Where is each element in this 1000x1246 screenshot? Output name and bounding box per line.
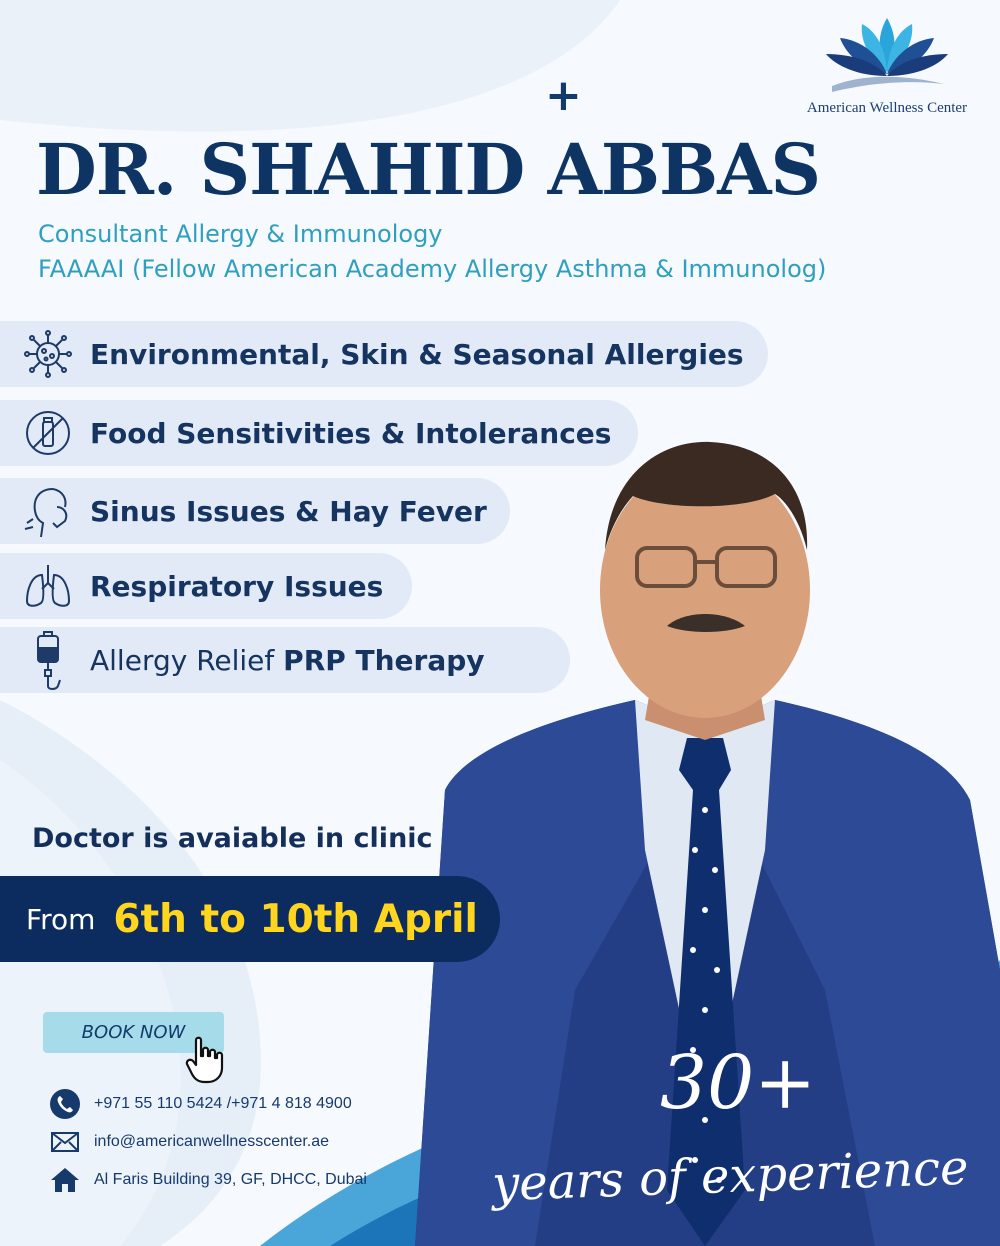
brand-name: American Wellness Center: [806, 100, 968, 116]
experience-number: 30+: [660, 1040, 817, 1126]
phone-number[interactable]: +971 55 110 5424 /+971 4 818 4900: [94, 1095, 352, 1112]
pointer-hand-icon: [184, 1036, 226, 1084]
envelope-icon: [48, 1127, 82, 1157]
service-label: Sinus Issues & Hay Fever: [90, 494, 487, 528]
brand-logo: [802, 10, 972, 117]
service-item: [0, 321, 768, 387]
address: Al Faris Building 39, GF, DHCC, Dubai: [94, 1171, 367, 1188]
doctor-name: DR. SHAHID ABBAS: [36, 128, 821, 211]
lotus-icon: [822, 10, 952, 100]
contact-phone: [48, 1089, 352, 1119]
doctor-credentials: FAAAAI (Fellow American Academy Allergy Asthma & Immunolog): [38, 255, 827, 283]
from-label: From: [26, 902, 96, 936]
service-label: Food Sensitivities & Intolerances: [90, 416, 612, 450]
contact-address: [48, 1165, 367, 1195]
lungs-icon: [16, 556, 80, 616]
availability-text: Doctor is avaiable in clinic: [32, 823, 433, 854]
book-now-button[interactable]: BOOK NOW: [43, 1012, 224, 1053]
service-label: Environmental, Skin & Seasonal Allergies: [90, 337, 744, 371]
date-banner: [0, 876, 500, 962]
phone-icon: [48, 1089, 82, 1119]
plus-symbol: +: [545, 70, 582, 121]
service-item: [0, 553, 412, 619]
service-label: [90, 644, 485, 677]
service-item: [0, 478, 510, 544]
virus-icon: [16, 324, 80, 384]
email-address[interactable]: info@americanwellnesscenter.ae: [94, 1133, 330, 1150]
experience-text: years of experience: [491, 1139, 970, 1213]
contact-email: [48, 1127, 329, 1157]
service-item: [0, 627, 570, 693]
service-label-regular: Allergy Relief: [90, 643, 284, 677]
service-label-bold: PRP Therapy: [283, 643, 485, 677]
date-range: 6th to 10th April: [113, 896, 478, 942]
service-item: [0, 400, 638, 466]
doctor-title: Consultant Allergy & Immunology: [38, 220, 443, 248]
iv-bag-icon: [16, 630, 80, 690]
sneezing-person-icon: [16, 481, 80, 541]
home-icon: [48, 1165, 82, 1195]
no-milk-icon: [16, 403, 80, 463]
service-label: Respiratory Issues: [90, 569, 384, 603]
